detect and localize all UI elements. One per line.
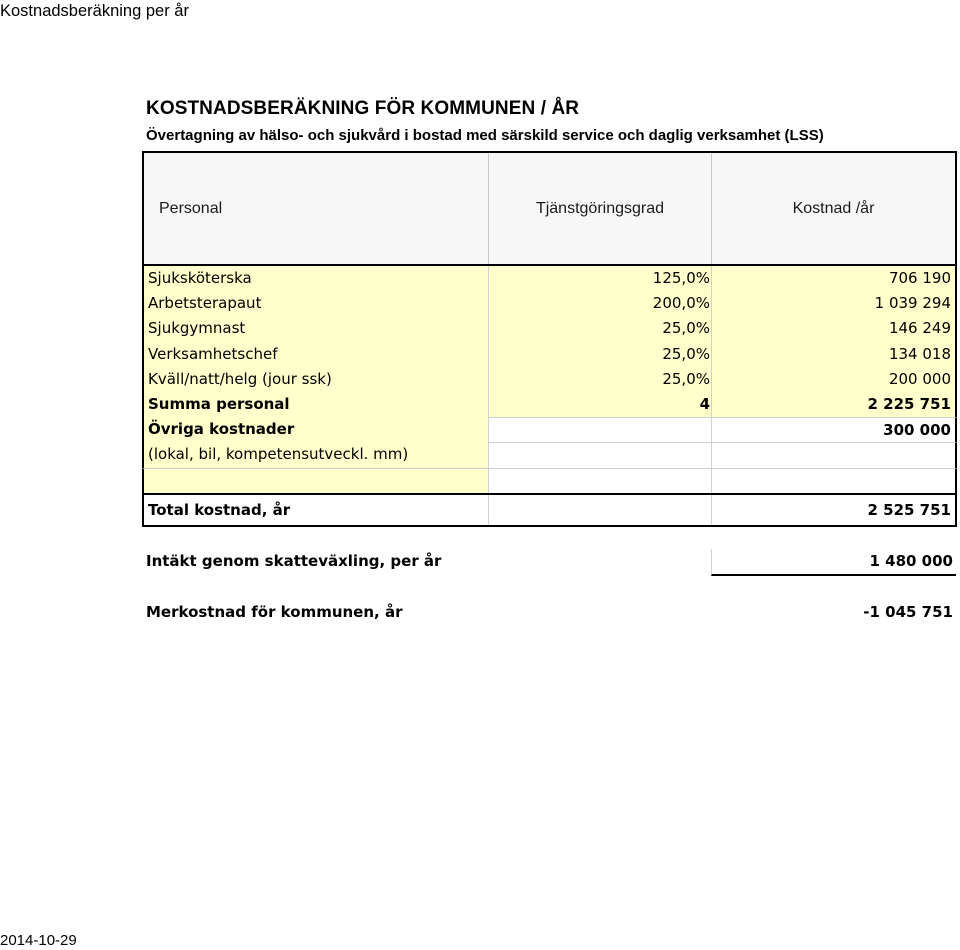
row-cost[interactable]: 706 190 [711, 266, 957, 291]
row-cost[interactable]: 1 039 294 [711, 291, 957, 316]
ovriga-note-row [142, 442, 957, 467]
table-row [142, 291, 957, 316]
row-cost[interactable]: 146 249 [711, 316, 957, 341]
table-row [142, 316, 957, 341]
document-title: KOSTNADSBERÄKNING FÖR KOMMUNEN / ÅR [146, 98, 580, 119]
table-row [142, 266, 957, 291]
row-grade[interactable]: 125,0% [488, 266, 711, 291]
cost-table [142, 151, 957, 527]
summa-personal-row [142, 392, 957, 417]
empty-label-cell[interactable] [142, 468, 488, 493]
total-grade-empty[interactable] [488, 495, 711, 525]
row-label[interactable]: Arbetsterapaut [142, 291, 488, 316]
empty-grade-cell[interactable] [488, 468, 711, 493]
row-label[interactable]: Kväll/natt/helg (jour ssk) [142, 367, 488, 392]
row-label[interactable]: Sjukgymnast [142, 316, 488, 341]
note-cost-empty[interactable] [711, 442, 957, 467]
row-cost[interactable]: 200 000 [711, 367, 957, 392]
total-label[interactable]: Total kostnad, år [142, 495, 488, 525]
note-grade-empty[interactable] [488, 442, 711, 467]
document-subtitle: Övertagning av hälso- och sjukvård i bostad med särskild service och daglig verksamhet (LSS) [146, 127, 824, 144]
merkostnad-label: Merkostnad för kommunen, år [146, 603, 403, 621]
ovriga-label[interactable]: Övriga kostnader [142, 417, 488, 442]
ovriga-cost[interactable]: 300 000 [711, 417, 957, 442]
page-header: Kostnadsberäkning per år [0, 2, 189, 20]
total-cost[interactable]: 2 525 751 [711, 495, 957, 525]
table-row [142, 342, 957, 367]
footer-date: 2014-10-29 [0, 932, 77, 949]
row-label[interactable]: Sjuksköterska [142, 266, 488, 291]
row-grade[interactable]: 25,0% [488, 342, 711, 367]
header-kostnad: Kostnad /år [711, 153, 957, 264]
intakt-label: Intäkt genom skatteväxling, per år [146, 552, 442, 570]
ovriga-kostnader-row [142, 417, 957, 442]
header-personal: Personal [142, 153, 488, 264]
empty-row [142, 468, 957, 493]
row-cost[interactable]: 134 018 [711, 342, 957, 367]
summa-cost[interactable]: 2 225 751 [711, 392, 957, 417]
total-row [142, 493, 957, 527]
intakt-value[interactable]: 1 480 000 [869, 552, 953, 570]
row-grade[interactable]: 25,0% [488, 367, 711, 392]
table-row [142, 367, 957, 392]
row-grade[interactable]: 200,0% [488, 291, 711, 316]
table-header-row [142, 151, 957, 266]
row-label[interactable]: Verksamhetschef [142, 342, 488, 367]
header-tjanstgoringsgrad: Tjänstgöringsgrad [488, 153, 711, 264]
summa-grade[interactable]: 4 [488, 392, 711, 417]
row-grade[interactable]: 25,0% [488, 316, 711, 341]
ovriga-note[interactable]: (lokal, bil, kompetensutveckl. mm) [142, 442, 488, 467]
ovriga-grade-empty[interactable] [488, 417, 711, 442]
empty-cost-cell[interactable] [711, 468, 957, 493]
merkostnad-value[interactable]: -1 045 751 [863, 603, 953, 621]
summa-label[interactable]: Summa personal [142, 392, 488, 417]
